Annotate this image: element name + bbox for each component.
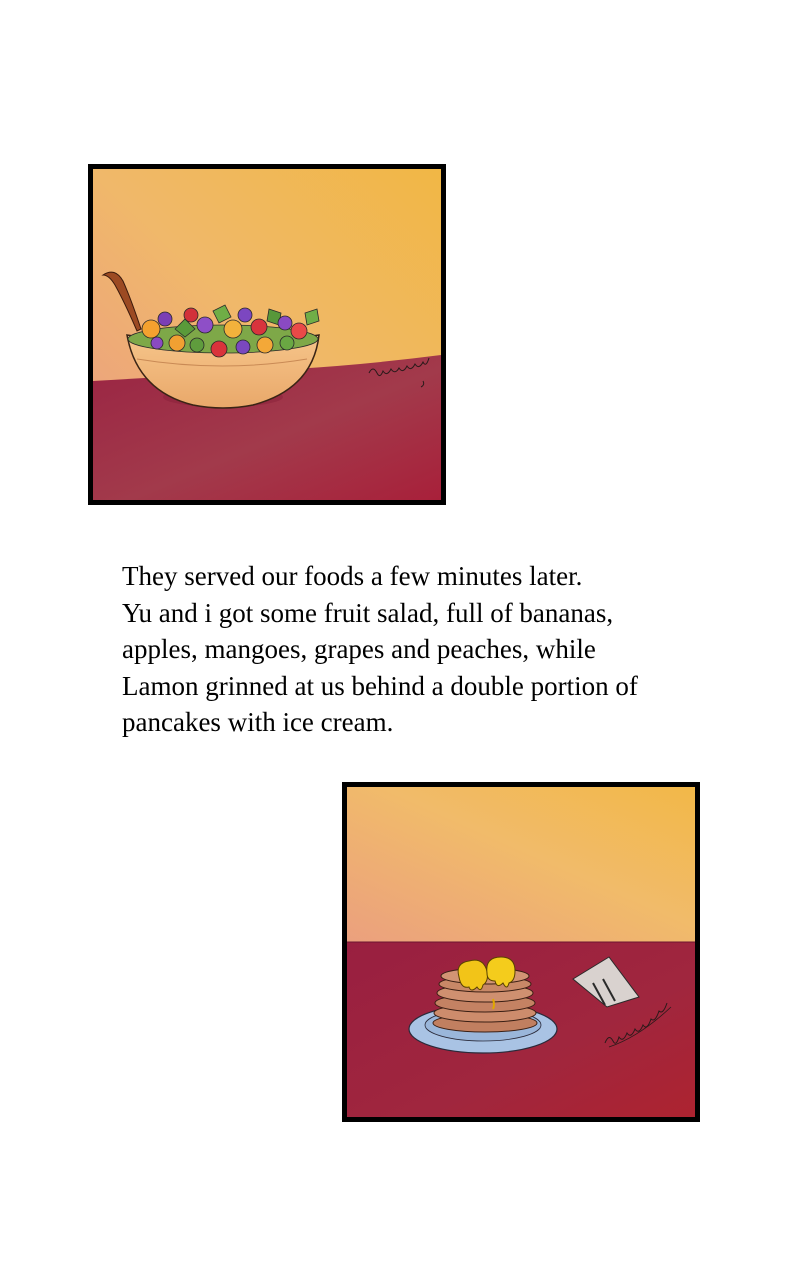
fruit-salad-illustration bbox=[93, 169, 441, 500]
narration-line: Lamon grinned at us behind a double portion of bbox=[122, 670, 638, 701]
narration-line: They served our foods a few minutes later. bbox=[122, 561, 583, 591]
narration-text bbox=[122, 558, 742, 741]
narration-line: pancakes with ice cream. bbox=[122, 707, 394, 737]
comic-panel-pancakes bbox=[342, 782, 700, 1122]
comic-panel-fruit-salad bbox=[88, 164, 446, 505]
narration-line: apples, mangoes, grapes and peaches, while bbox=[122, 634, 596, 664]
narration-line: Yu and i got some fruit salad, full of bananas, bbox=[122, 597, 614, 628]
pancakes-illustration bbox=[347, 787, 695, 1117]
